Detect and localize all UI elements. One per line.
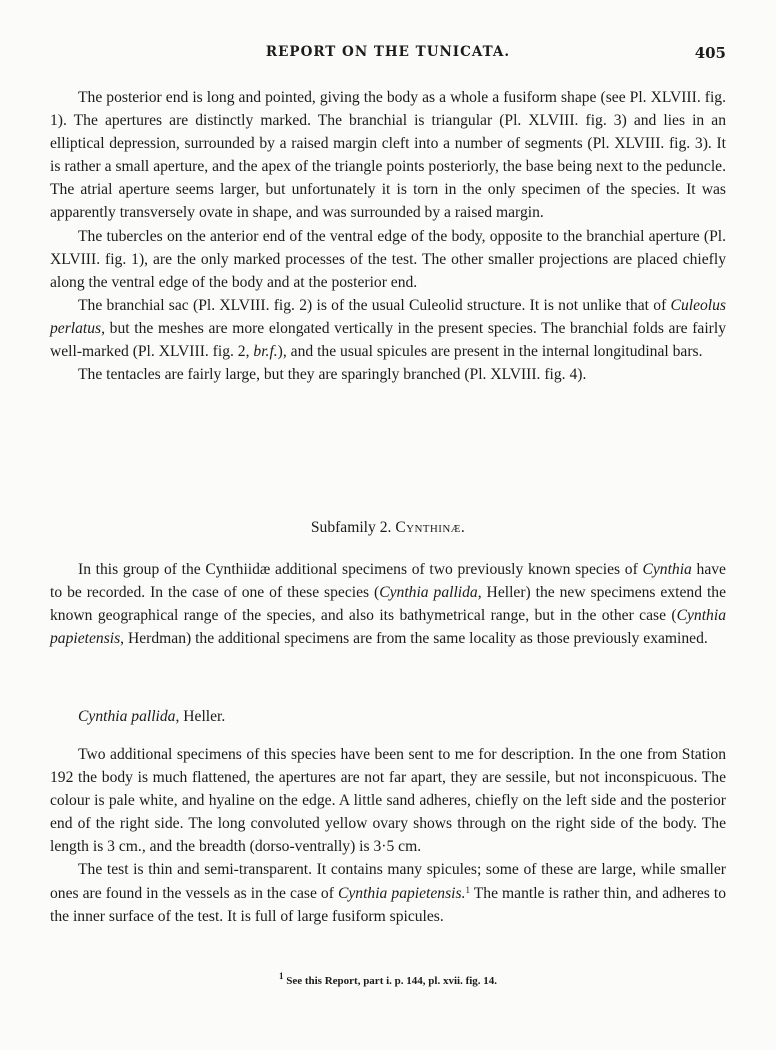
page-header bbox=[50, 44, 726, 68]
subfamily-name: Cynthinæ. bbox=[395, 519, 466, 536]
subfamily-heading bbox=[0, 519, 776, 537]
page-number: 405 bbox=[694, 44, 726, 62]
section-culeolus-continued bbox=[50, 86, 726, 386]
paragraph-branchial-sac bbox=[50, 294, 726, 363]
footnote-text: See this Report, part i. p. 144, pl. xvii. fig. 14. bbox=[283, 975, 498, 987]
running-head: REPORT ON THE TUNICATA. bbox=[265, 44, 511, 60]
paragraph-tubercles: The tubercles on the anterior end of the ventral edge of the body, opposite to the branchial aperture (Pl. XLVIII. fig. 1), are the only marked processes of the test. The other smaller projections are placed chiefly along the ventral edge of the body and at the posterior end. bbox=[50, 227, 726, 291]
species-name: Cynthia pallida bbox=[78, 708, 176, 725]
taxon-name: Cynthia papietensis. bbox=[337, 884, 466, 902]
paragraph-posterior-end: The posterior end is long and pointed, giving the body as a whole a fusiform shape (see Pl. XLVIII. fig. 1). The apertures are distinctly marked. The branchial is triangular (Pl. XLVIII. fig. 3) and lies in an elliptical depression, surrounded by a raised margin cleft into a number of segments (Pl. XLVIII. fig. 3). It is rather a small aperture, and the apex of the triangle points posteriorly, the base being next to the peduncle. The atrial aperture seems larger, but unfortunately it is torn in the only specimen of the species. It was apparently transversely ovate in shape, and was surrounded by a raised margin. bbox=[50, 89, 726, 222]
text-run: The mantle is rather thin, and adheres to the inner surface of the test. It is full of large fusiform spicules. bbox=[50, 884, 726, 925]
taxon-name: Cynthia pallida bbox=[379, 584, 478, 602]
paragraph-intro bbox=[50, 558, 726, 650]
taxon-name: Culeolus perlatus bbox=[50, 296, 726, 337]
paragraph-tentacles: The tentacles are fairly large, but they are sparingly branched (Pl. XLVIII. fig. 4). bbox=[78, 366, 587, 384]
text-run: The test is thin and semi-transparent. It contains many spicules; some of these are large, while smaller ones are found in the vessels as in the case of bbox=[50, 861, 726, 902]
footnote bbox=[0, 971, 776, 987]
text-run: , Heller) the new specimens extend the known geographical range of the species, and also its bathymetrical range, but in the other case ( bbox=[50, 584, 726, 625]
species-heading bbox=[78, 708, 225, 726]
paragraph-test bbox=[50, 858, 726, 927]
section-cynthia-pallida bbox=[50, 743, 726, 928]
taxon-name: Cynthia papietensis bbox=[50, 607, 726, 648]
text-run: have to be recorded. In the case of one of these species ( bbox=[50, 561, 726, 602]
text-run: , but the meshes are more elongated vertically in the present species. The branchial folds are fairly well-marked (Pl. XLVIII. fig. 2, bbox=[50, 319, 726, 361]
taxon-name: Cynthia bbox=[642, 561, 692, 578]
text-run: The branchial sac (Pl. XLVIII. fig. 2) is of the usual Culeolid structure. It is not unlike that of bbox=[78, 296, 671, 314]
species-author: , Heller. bbox=[175, 708, 226, 725]
paragraph-specimens: Two additional specimens of this species have been sent to me for description. In the one from Station 192 the body is much flattened, the apertures are not far apart, they are sessile, but not inconspicuous. The colour is pale white, and hyaline on the edge. A little sand adheres, chiefly on the left side and the posterior end of the right side. The long convoluted yellow ovary shows through on the right side of the body. The length is 3 cm., and the breadth (dorso-ventrally) is 3·5 cm. bbox=[50, 746, 726, 856]
text-run: In this group of the Cynthiidæ additional specimens of two previously known species of bbox=[78, 561, 643, 578]
text-run: ), and the usual spicules are present in the internal longitudinal bars. bbox=[277, 343, 703, 361]
footnote-mark: 1 bbox=[278, 971, 284, 981]
section-cynthinae-intro bbox=[50, 558, 726, 650]
footnote-reference: 1 bbox=[465, 884, 470, 895]
subfamily-prefix: Subfamily 2. bbox=[310, 519, 396, 536]
text-run: , Herdman) the additional specimens are from the same locality as those previously examined. bbox=[120, 630, 708, 648]
figure-label: br.f. bbox=[253, 343, 278, 361]
